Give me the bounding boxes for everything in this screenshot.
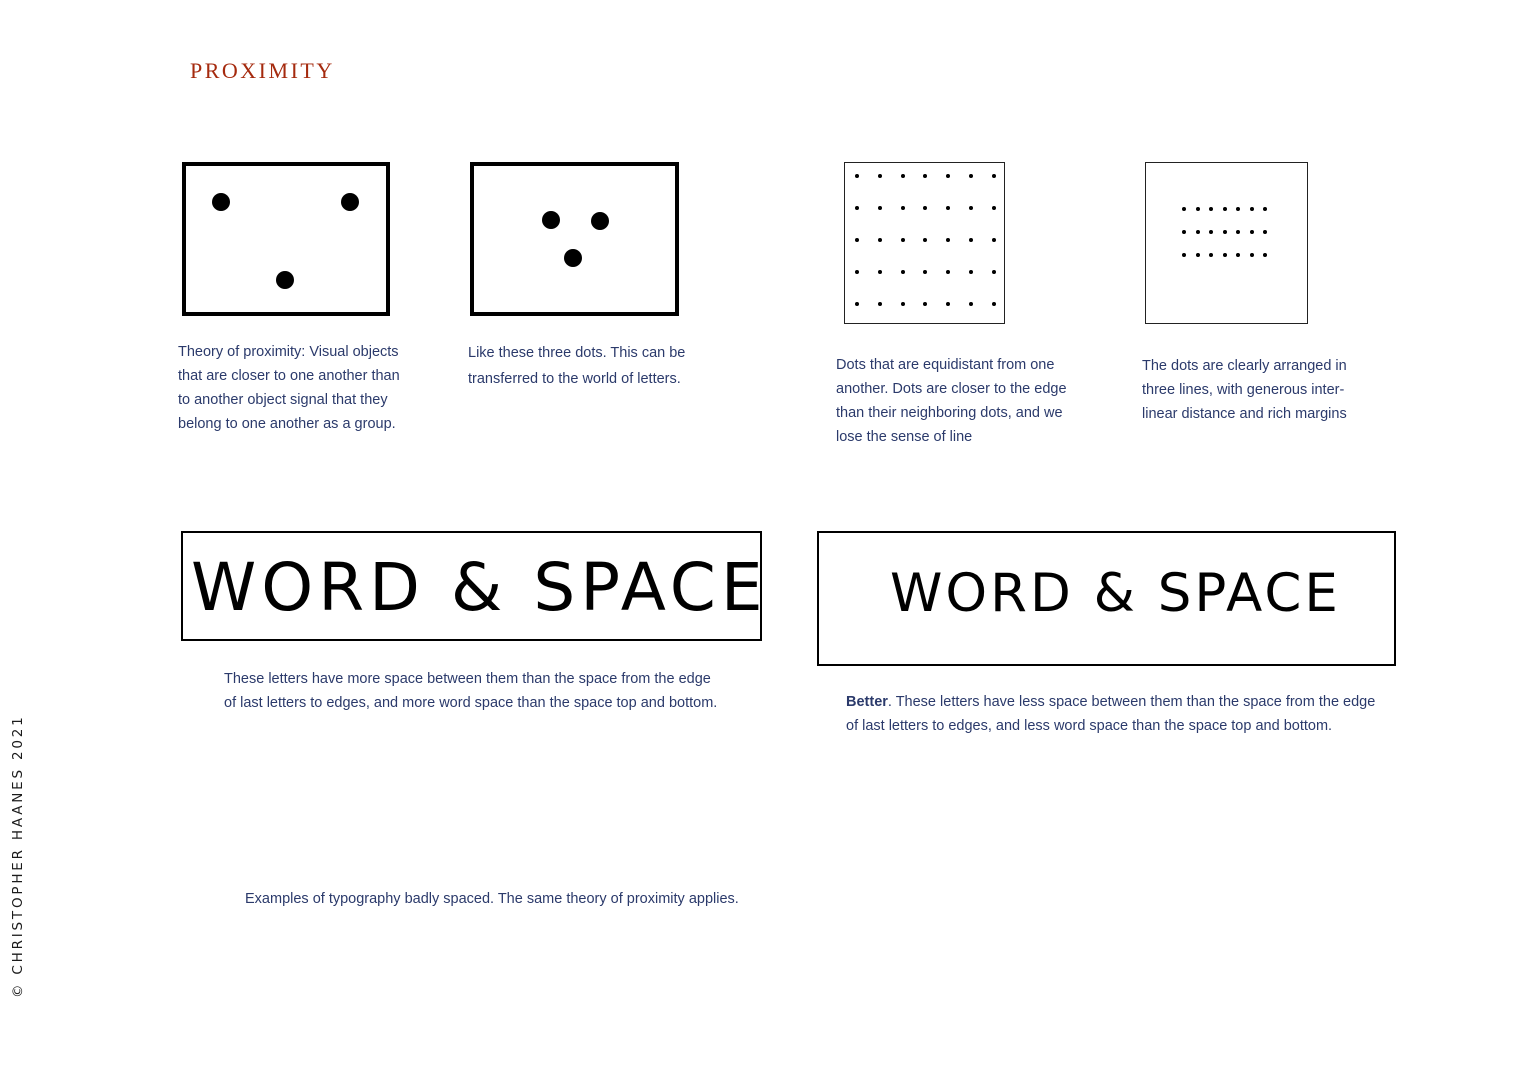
dot [276,271,294,289]
caption-line: Like these three dots. This can be [468,345,686,361]
dot [992,206,996,210]
dot [1209,253,1213,257]
caption-line: Theory of proximity: Visual objects [178,344,399,360]
dot [1182,207,1186,211]
dot [878,270,882,274]
caption-line: linear distance and rich margins [1142,406,1347,422]
dot [901,238,905,242]
dot [992,270,996,274]
dot [878,238,882,242]
dot [946,174,950,178]
dot [992,238,996,242]
dot [901,270,905,274]
dot [564,249,582,267]
caption-line: Dots that are equidistant from one [836,357,1055,373]
dot [1182,230,1186,234]
footer-caption: Examples of typography badly spaced. The same theory of proximity applies. [245,891,739,907]
word-space-good-text: WORD & SPACE [890,563,1341,624]
dot [855,302,859,306]
caption-line: of last letters to edges, and more word space than the space top and bottom. [224,695,718,711]
figure-2-caption [468,340,728,392]
dot [878,206,882,210]
page-title: PROXIMITY [190,58,335,83]
bad-example-caption [224,667,784,715]
figure-1-caption [178,340,438,436]
dot [878,174,882,178]
caption-line: The dots are clearly arranged in [1142,358,1347,374]
copyright-notice: © CHRISTOPHER HAANES 2021 [10,714,26,998]
figure-3-caption [836,353,1096,449]
dot [923,238,927,242]
dot [1223,207,1227,211]
dot [1263,253,1267,257]
caption-line: another. Dots are closer to the edge [836,381,1067,397]
dot [946,270,950,274]
dot [901,206,905,210]
dot [1263,207,1267,211]
dot [1250,230,1254,234]
caption-line: that are closer to one another than [178,368,400,384]
proximity-figure-three-lines [1145,162,1308,324]
word-space-good-example [817,531,1396,666]
dot [1250,253,1254,257]
dot [923,302,927,306]
proximity-figure-spread-dots [182,162,390,316]
figure-4-caption [1142,354,1402,426]
dot [878,302,882,306]
dot [901,302,905,306]
dot [923,206,927,210]
dot [969,206,973,210]
good-example-caption [846,690,1446,738]
dot [542,211,560,229]
dot [969,238,973,242]
dot [855,270,859,274]
dot [1196,230,1200,234]
dot [969,174,973,178]
dot [212,193,230,211]
dot [969,270,973,274]
caption-line: three lines, with generous inter- [1142,382,1345,398]
dot [855,238,859,242]
caption-line: transferred to the world of letters. [468,371,681,387]
dot [1250,207,1254,211]
dot [1209,207,1213,211]
caption-line: . These letters have less space between them than the space from the edge [887,694,1376,710]
dot [946,302,950,306]
dot [1196,207,1200,211]
dot [1236,207,1240,211]
dot [591,212,609,230]
word-space-bad-text: WORD & SPACE [191,549,768,626]
caption-line: These letters have more space between them than the space from the edge [224,671,711,687]
dot [901,174,905,178]
proximity-figure-equidistant-grid [844,162,1005,324]
dot [855,174,859,178]
dot [923,270,927,274]
dot [1223,253,1227,257]
dot [992,302,996,306]
caption-line: than their neighboring dots, and we [836,405,1063,421]
dot [1209,230,1213,234]
dot [1236,230,1240,234]
proximity-figure-grouped-dots [470,162,679,316]
dot [969,302,973,306]
caption-bold-lead: Better [846,694,888,710]
dot [1182,253,1186,257]
dot [1223,230,1227,234]
caption-line: to another object signal that they [178,392,388,408]
caption-line: of last letters to edges, and less word space than the space top and bottom. [846,718,1333,734]
dot [341,193,359,211]
caption-line: lose the sense of line [836,429,973,445]
dot [992,174,996,178]
dot [923,174,927,178]
dot [946,238,950,242]
dot [1196,253,1200,257]
dot [946,206,950,210]
word-space-bad-example [181,531,768,641]
dot [1236,253,1240,257]
caption-line: belong to one another as a group. [178,416,396,432]
dot [1263,230,1267,234]
dot [855,206,859,210]
